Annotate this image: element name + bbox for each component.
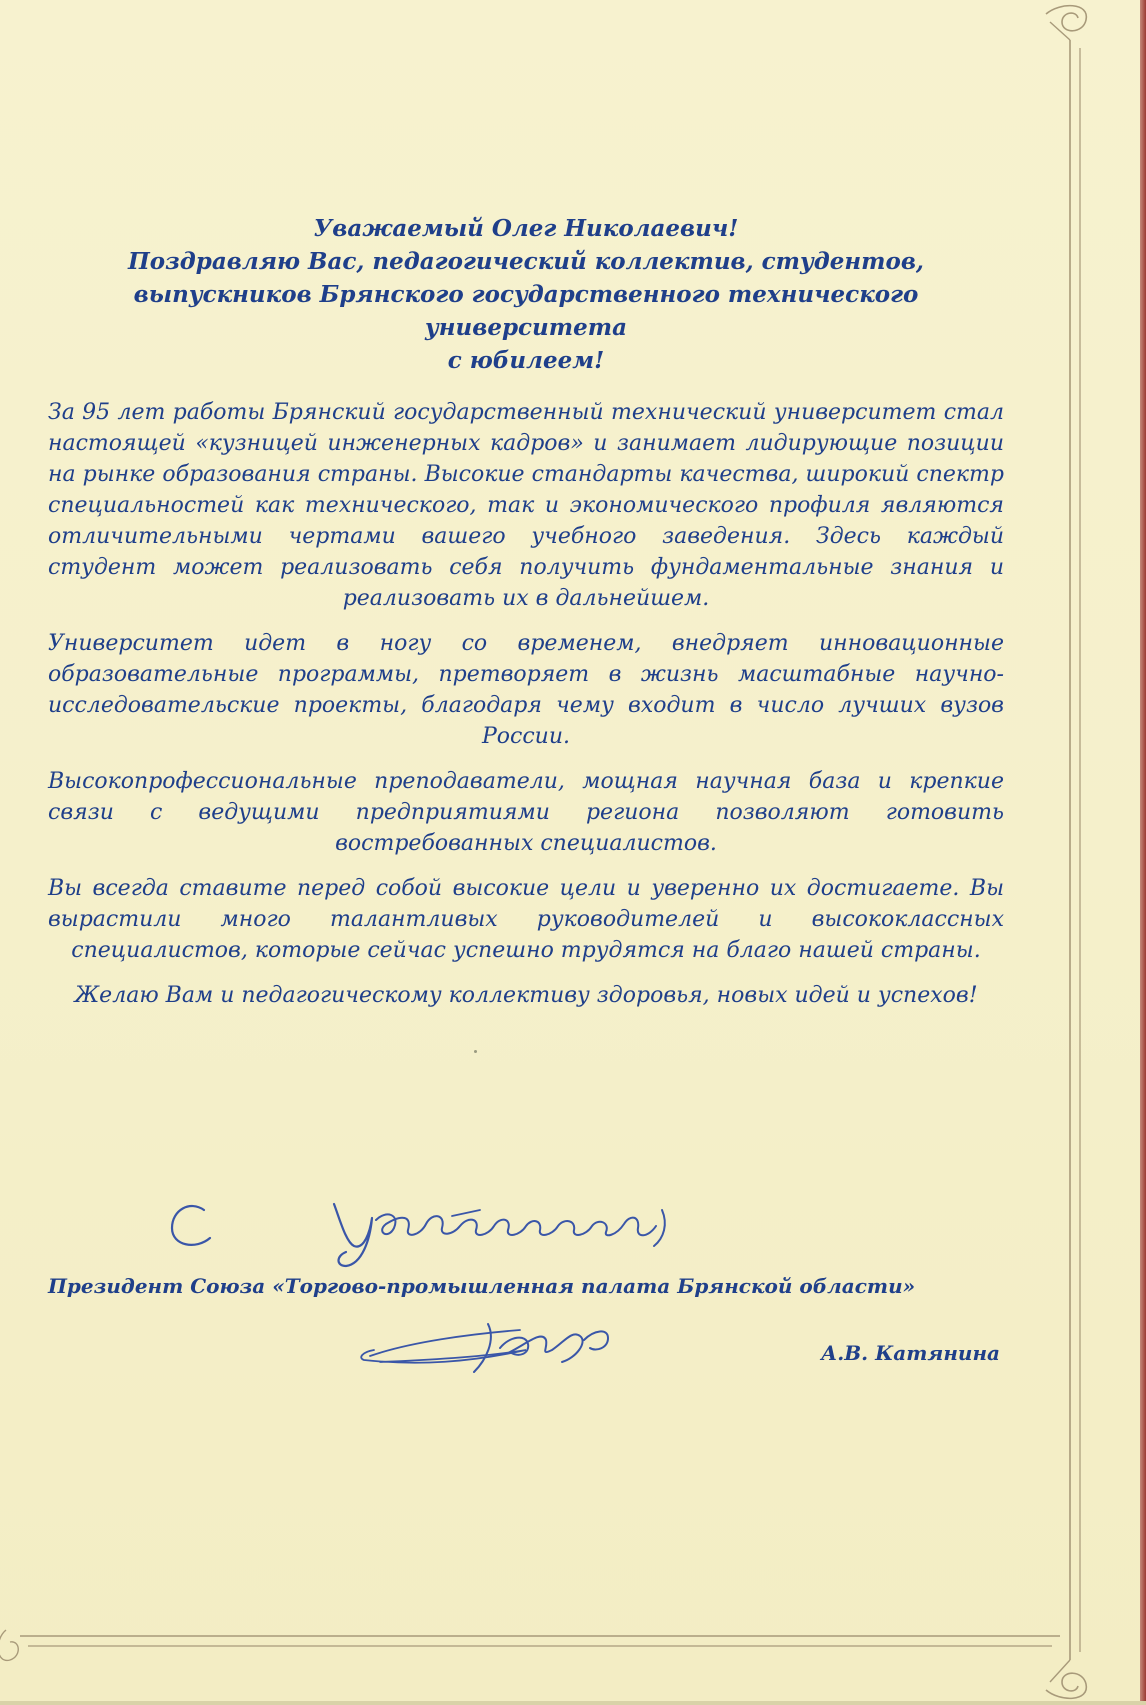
- paragraph-history: За 95 лет работы Брянский государственный технический университет стал настоящей «кузницей инженерных кадров» и занимает лидирующие позиции на рынке образования страны. Высокие стандарты качества, широкий спектр специальностей как технического, так и экономического профиля являются отличительными чертами вашего учебного заведения. Здесь каждый студент может реализовать себя получить фундаментальные знания и реализовать их в дальнейшем.: [48, 400, 1004, 611]
- signer-name: А.В. Катянина: [821, 1341, 1000, 1365]
- handwritten-regards: [150, 1180, 750, 1270]
- heading-line-university: выпускников Брянского государственного технического университета: [133, 281, 919, 341]
- letter-body: [48, 212, 1004, 1025]
- paragraph-achievements: Вы всегда ставите перед собой высокие цели и уверенно их достигаете. Вы вырастили много талантливых руководителей и высококлассных специалистов, которые сейчас успешно трудятся на благо нашей страны.: [48, 876, 1004, 963]
- paper-speck: [474, 1050, 477, 1053]
- page-edge: [1140, 0, 1146, 1705]
- paragraph-wishes: Желаю Вам и педагогическому коллективу здоровья, новых идей и успехов!: [74, 983, 978, 1008]
- paragraph-faculty: Высокопрофессиональные преподаватели, мощная научная база и крепкие связи с ведущими предприятиями региона позволяют готовить востребованных специалистов.: [48, 769, 1004, 856]
- letter-heading: [48, 212, 1004, 377]
- heading-line-greeting: Уважаемый Олег Николаевич!: [313, 215, 739, 242]
- position-title: Президент Союза «Торгово-промышленная палата Брянской области»: [48, 1274, 916, 1298]
- heading-line-jubilee: с юбилеем!: [447, 347, 605, 374]
- page-bottom-edge: [0, 1701, 1146, 1705]
- paragraph-innovation: Университет идет в ногу со временем, внедряет инновационные образовательные программы, претворяет в жизнь масштабные научно-исследовательские проекты, благодаря чему входит в число лучших вузов России.: [48, 631, 1004, 749]
- signature: [350, 1300, 670, 1380]
- heading-line-congrats: Поздравляю Вас, педагогический коллектив, студентов,: [128, 248, 924, 275]
